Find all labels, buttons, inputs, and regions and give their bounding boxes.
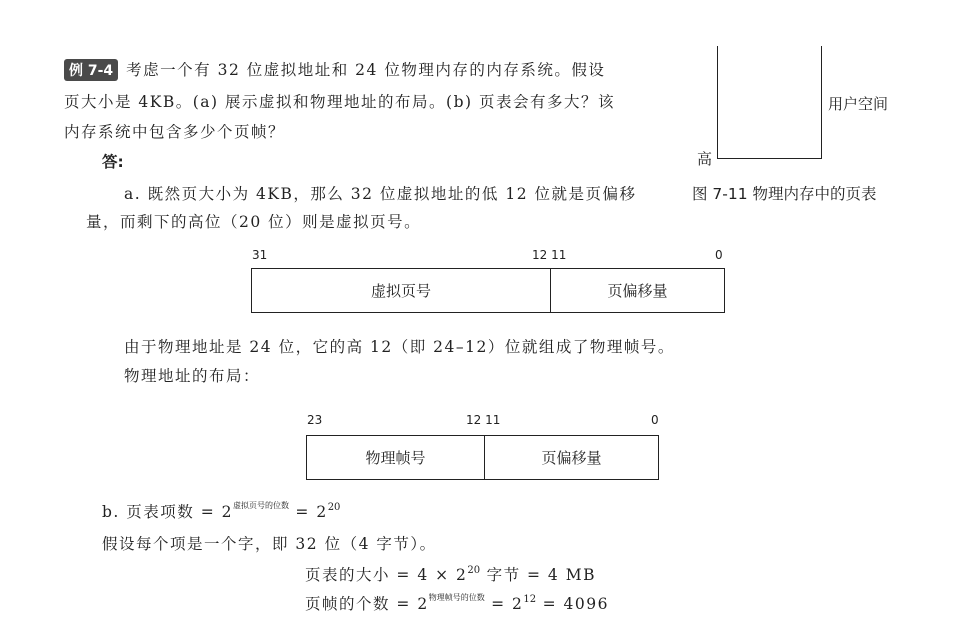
high-address-label: 高 (697, 150, 713, 168)
physical-address-line-1: 由于物理地址是 24 位，它的高 12（即 24–12）位就组成了物理帧号。 (124, 338, 675, 356)
answer-a-line-1: a. 既然页大小为 4KB，那么 32 位虚拟地址的低 12 位就是页偏移 (124, 185, 637, 203)
physical-frame-number-field: 物理帧号 (365, 449, 426, 467)
user-space-label: 用户空间 (828, 95, 889, 113)
virtual-page-offset-field: 页偏移量 (550, 269, 724, 312)
example-badge: 例 7-4 (64, 59, 118, 81)
page-table-size-equation: 页表的大小 = $4 \times 2^{20}$ 字节 = 4 MB (305, 565, 596, 584)
physical-page-offset-field: 页偏移量 (484, 436, 658, 479)
example-question-line-3: 内存系统中包含多少个页帧？ (64, 123, 286, 141)
physical-bit-0: 0 (651, 413, 659, 427)
example-question-line-2: 页大小是 4KB。(a) 展示虚拟和物理地址的布局。(b) 页表会有多大？该 (64, 93, 615, 111)
figure-caption: 图 7-11 物理内存中的页表 (692, 185, 877, 203)
virtual-bit-12-11: 12 11 (532, 248, 567, 262)
answer-a-line-2: 量，而剩下的高位（20 位）则是虚拟页号。 (86, 213, 422, 231)
physical-bit-23: 23 (307, 413, 323, 427)
virtual-address-layout (251, 268, 725, 313)
example-question-line-1: 例 7-4 考虑一个有 32 位虚拟地址和 24 位物理内存的内存系统。假设 (64, 58, 605, 81)
virtual-bit-0: 0 (715, 248, 723, 262)
answer-label: 答: (102, 153, 124, 171)
page-frame-count-equation: 页帧的个数 = $2^{物理帧号的位数} = 2^{12} = 4096$ (305, 593, 609, 613)
virtual-bit-31: 31 (252, 248, 268, 262)
answer-b-entries: b. 页表项数 = $2^{虚拟页号的位数} = 2^{20}$ (102, 501, 341, 521)
physical-memory-diagram (717, 46, 822, 159)
physical-address-line-2: 物理地址的布局： (124, 367, 261, 385)
virtual-page-number-field: 虚拟页号 (370, 282, 431, 300)
answer-b-assumption: 假设每个项是一个字，即 32 位（4 字节）。 (102, 535, 437, 553)
physical-address-layout (306, 435, 659, 480)
physical-bit-12-11: 12 11 (466, 413, 501, 427)
